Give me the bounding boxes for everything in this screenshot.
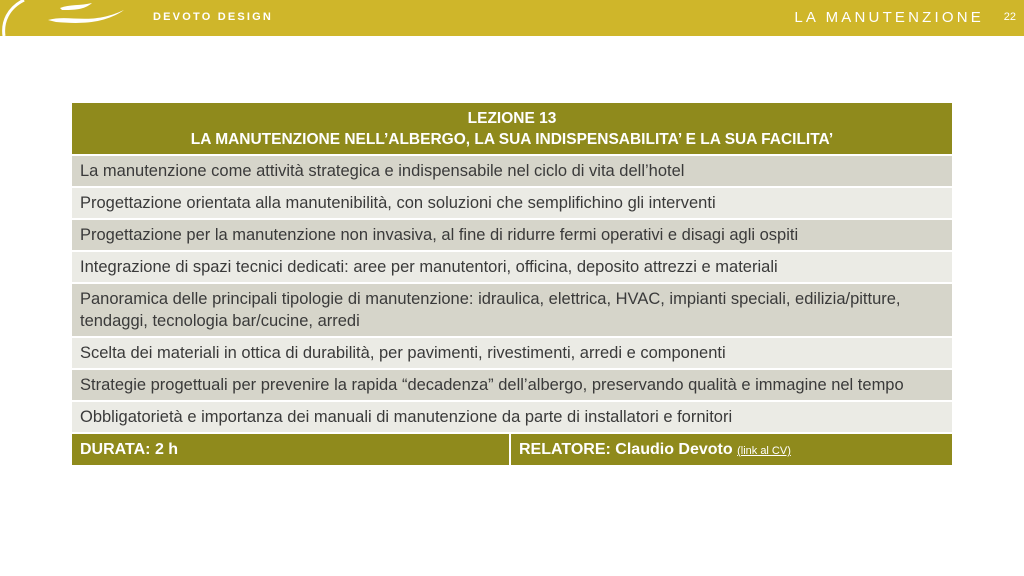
section-title: LA MANUTENZIONE (794, 9, 984, 26)
topic-row: Panoramica delle principali tipologie di manutenzione: idraulica, elettrica, HVAC, impianti speciali, edilizia/pitture, tendaggi, tecnologia bar/cucine, arredi (72, 284, 952, 338)
topic-row: Scelta dei materiali in ottica di durabilità, per pavimenti, rivestimenti, arredi e componenti (72, 338, 952, 370)
speaker-cell (511, 434, 952, 465)
cv-link[interactable]: (link al CV) (737, 445, 791, 457)
topic-row: Integrazione di spazi tecnici dedicati: aree per manutentori, officina, deposito attrezzi e materiali (72, 252, 952, 284)
topic-row: Strategie progettuali per prevenire la rapida “decadenza” dell’albergo, preservando qualità e immagine nel tempo (72, 370, 952, 402)
topic-row: La manutenzione come attività strategica e indispensabile nel ciclo di vita dell’hotel (72, 156, 952, 188)
devoto-logo-icon (0, 0, 140, 36)
lesson-header (72, 103, 952, 156)
page-number: 22 (1003, 11, 1016, 23)
lesson-title: LA MANUTENZIONE NELL’ALBERGO, LA SUA INDISPENSABILITA’ E LA SUA FACILITA’ (190, 131, 834, 148)
topic-row: Progettazione orientata alla manutenibilità, con soluzioni che semplifichino gli interventi (72, 188, 952, 220)
top-bar (0, 0, 1024, 36)
brand-name: DEVOTO DESIGN (153, 11, 274, 23)
lesson-footer (72, 434, 952, 465)
speaker: RELATORE: Claudio Devoto (519, 441, 733, 458)
lesson-number: LEZIONE 13 (467, 110, 557, 127)
topic-row: Obbligatorietà e importanza dei manuali di manutenzione da parte di installatori e fornitori (72, 402, 952, 434)
topic-row: Progettazione per la manutenzione non invasiva, al fine di ridurre fermi operativi e disagi agli ospiti (72, 220, 952, 252)
lesson-table (72, 103, 952, 465)
duration: DURATA: 2 h (72, 434, 511, 465)
